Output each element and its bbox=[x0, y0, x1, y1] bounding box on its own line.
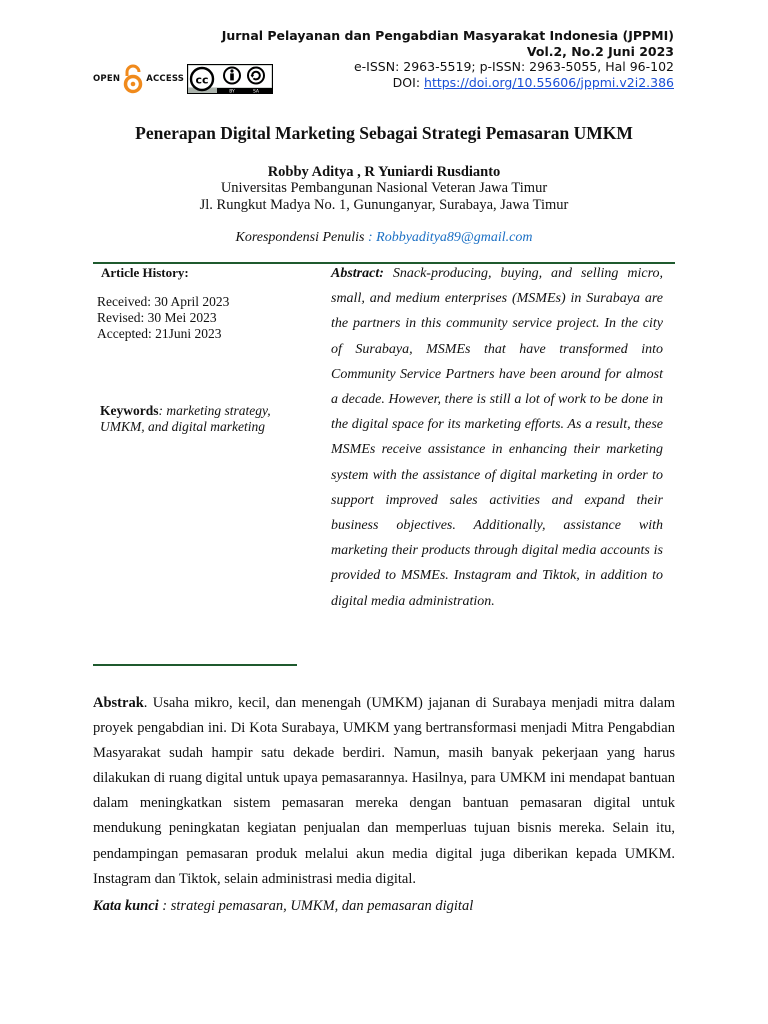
open-access-text-left: OPEN bbox=[93, 74, 121, 84]
kata-kunci-text: : strategi pemasaran, UMKM, dan pemasaran digital bbox=[158, 898, 474, 914]
abstrak-indonesian bbox=[93, 691, 675, 892]
keywords-text: : marketing strategy, UMKM, and digital marketing bbox=[100, 403, 271, 434]
svg-text:SA: SA bbox=[252, 89, 260, 94]
open-access-logo bbox=[93, 64, 184, 94]
keywords-label: Keywords bbox=[100, 403, 159, 418]
kata-kunci bbox=[93, 898, 473, 915]
kata-kunci-label: Kata kunci bbox=[93, 898, 159, 914]
correspondence-email[interactable]: : Robbyaditya89@gmail.com bbox=[364, 230, 533, 245]
abstrak-label: Abstrak bbox=[93, 695, 144, 711]
correspondence-label: Korespondensi Penulis bbox=[235, 230, 365, 245]
journal-issn: e-ISSN: 2963-5519; p-ISSN: 2963-5055, Hal 96-102 bbox=[353, 59, 674, 75]
svg-text:cc: cc bbox=[195, 73, 209, 87]
open-access-text-right: ACCESS bbox=[146, 74, 185, 84]
svg-text:BY: BY bbox=[229, 89, 235, 94]
open-access-lock-icon bbox=[122, 64, 144, 94]
received-date: Received: 30 April 2023 bbox=[97, 294, 230, 309]
paper-title: Penerapan Digital Marketing Sebagai Strategi Pemasaran UMKM bbox=[135, 123, 633, 143]
article-history-heading: Article History: bbox=[101, 265, 189, 280]
authors: Robby Aditya , R Yuniardi Rusdianto bbox=[267, 164, 501, 180]
doi-link[interactable]: https://doi.org/10.55606/jppmi.v2i2.386 bbox=[424, 74, 674, 90]
abstract-english bbox=[331, 261, 663, 614]
journal-volume: Vol.2, No.2 Juni 2023 bbox=[526, 43, 674, 59]
correspondence bbox=[0, 230, 768, 246]
affiliation-university: Universitas Pembangunan Nasional Veteran Jawa Timur bbox=[220, 180, 548, 196]
abstrak-text: . Usaha mikro, kecil, dan menengah (UMKM) jajanan di Surabaya menjadi mitra dalam proyek pengabdian ini. Di Kota Surabaya, UMKM yang bertransformasi menjadi Mitra Pengabdian Masyarakat sudah hampir satu dekade berdiri. Namun, masih banyak pekerjaan yang harus dilakukan di ruang digital untuk upaya pemasarannya. Hasilnya, para UMKM ini mendapat bantuan dalam meningkatkan sistem pemasaran mereka dengan bantuan pemasaran digital untuk mendukung peningkatan kegiatan penjualan dan memperluas tujuan bisnis mereka. Selain itu, pendampingan pemasaran produk melalui akun media digital juga diberikan kepada UMKM. Instagram dan Tiktok, selain administrasi media digital. bbox=[93, 695, 675, 887]
doi-label: DOI: bbox=[392, 74, 425, 90]
abstract-label: Abstract: bbox=[331, 266, 384, 281]
section-divider bbox=[93, 664, 297, 666]
accepted-date: Accepted: 21Juni 2023 bbox=[97, 326, 222, 341]
revised-date: Revised: 30 Mei 2023 bbox=[97, 310, 217, 325]
cc-by-sa-license-icon[interactable] bbox=[187, 64, 273, 94]
affiliation-address: Jl. Rungkut Madya No. 1, Gununganyar, Surabaya, Jawa Timur bbox=[199, 197, 569, 213]
journal-header bbox=[222, 28, 674, 90]
abstract-text: Snack-producing, buying, and selling micro, small, and medium enterprises (MSMEs) in Surabaya are the partners in this community service project. In the city of Surabaya, MSMEs that have transformed into Community Service Partners have been around for almost a decade. However, there is still a lot of work to be done in the digital space for its marketing efforts. As a result, these MSMEs receive assistance in enhancing their marketing system with the assistance of digital marketing in order to support improved sales activities and expand their business objectives. Additionally, assistance with marketing their products through digital media accounts is provided to MSMEs. Instagram and Tiktok, in addition to digital media administration. bbox=[331, 266, 663, 609]
keywords-en bbox=[100, 403, 300, 435]
journal-doi bbox=[222, 75, 674, 91]
journal-title: Jurnal Pelayanan dan Pengabdian Masyarakat Indonesia (JPPMI) bbox=[221, 28, 674, 43]
